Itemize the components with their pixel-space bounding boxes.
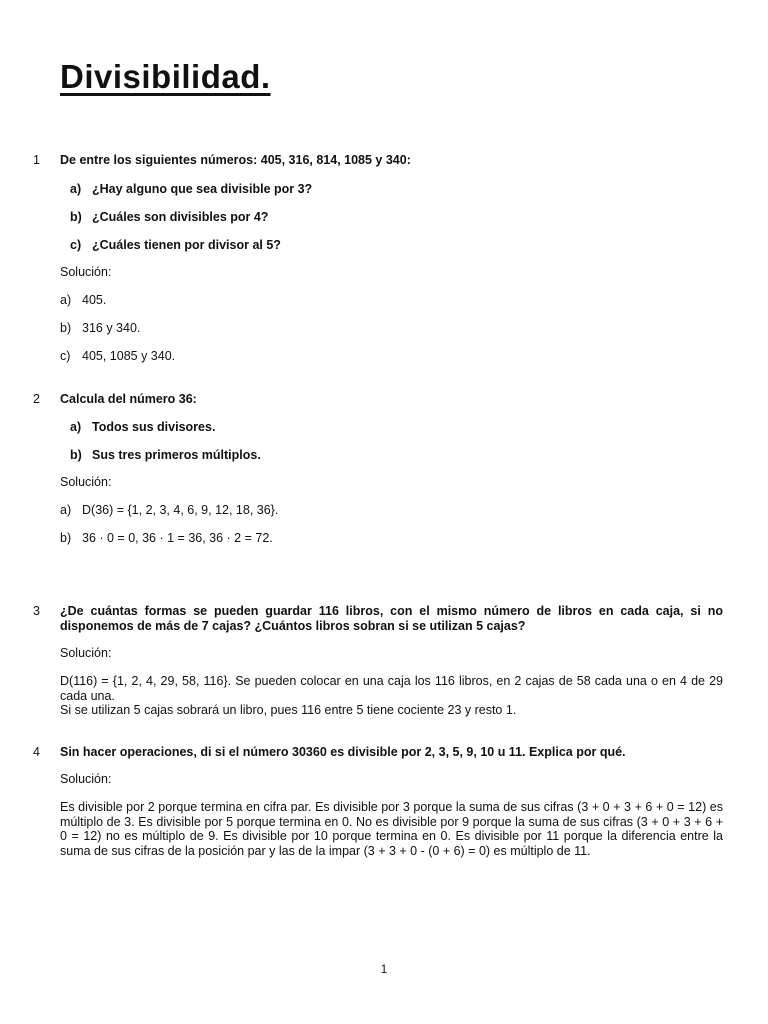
page-number: 1 xyxy=(380,962,388,976)
answer-text: D(116) = {1, 2, 4, 29, 58, 116}. Se pueden colocar en una caja los 116 libros, en 2 cajas de 58 cada una o en 4 de 29 cada una. xyxy=(60,674,723,703)
part-text: Sus tres primeros múltiplos. xyxy=(92,448,261,462)
solution-label: Solución: xyxy=(60,772,112,786)
exercise-part xyxy=(70,182,723,197)
part-label: c) xyxy=(70,238,82,252)
part-label: b) xyxy=(70,210,82,224)
answer-label: b) xyxy=(60,531,72,545)
part-text: Todos sus divisores. xyxy=(92,420,216,434)
exercise-number: 4 xyxy=(33,745,40,759)
exercise-part xyxy=(70,420,723,435)
part-label: b) xyxy=(70,448,82,462)
part-text: ¿Cuáles son divisibles por 4? xyxy=(92,210,269,224)
answer-item xyxy=(60,349,723,364)
answer-item xyxy=(60,321,723,336)
answer-item xyxy=(60,503,723,518)
answer-text: Si se utilizan 5 cajas sobrará un libro, pues 116 entre 5 tiene cociente 23 y resto 1. xyxy=(60,703,517,717)
answer-text: 405. xyxy=(82,293,107,307)
exercise-statement: De entre los siguientes números: 405, 316, 814, 1085 y 340: xyxy=(60,153,411,167)
exercise-part xyxy=(70,210,723,225)
exercise-part xyxy=(70,238,723,253)
exercise-number: 3 xyxy=(33,604,40,618)
part-label: a) xyxy=(70,420,82,434)
page-title: Divisibilidad. xyxy=(60,58,271,95)
answer-text: 405, 1085 y 340. xyxy=(82,349,176,363)
exercise-statement: Sin hacer operaciones, di si el número 30360 es divisible por 2, 3, 5, 9, 10 u 11. Explica por qué. xyxy=(60,745,626,759)
exercise-part xyxy=(70,448,723,463)
exercise-number: 1 xyxy=(33,153,40,167)
answer-text: 36 · 0 = 0, 36 · 1 = 36, 36 · 2 = 72. xyxy=(82,531,273,545)
solution-label: Solución: xyxy=(60,475,112,489)
part-text: ¿Hay alguno que sea divisible por 3? xyxy=(92,182,313,196)
answer-label: b) xyxy=(60,321,72,335)
part-label: a) xyxy=(70,182,82,196)
answer-label: a) xyxy=(60,503,72,517)
exercise-statement: ¿De cuántas formas se pueden guardar 116 libros, con el mismo número de libros en cada caja, si no disponemos de más de 7 cajas? ¿Cuántos libros sobran si se utilizan 5 cajas? xyxy=(60,604,723,633)
answer-label: a) xyxy=(60,293,72,307)
exercise-statement: Calcula del número 36: xyxy=(60,392,197,406)
answer-text: D(36) = {1, 2, 3, 4, 6, 9, 12, 18, 36}. xyxy=(82,503,279,517)
answer-text: 316 y 340. xyxy=(82,321,141,335)
exercise-number: 2 xyxy=(33,392,40,406)
answer-item xyxy=(60,531,723,546)
solution-label: Solución: xyxy=(60,265,112,279)
answer-text: Es divisible por 2 porque termina en cifra par. Es divisible por 3 porque la suma de sus cifras (3 + 0 + 3 + 6 + 0 = 12) es múltiplo de 3. Es divisible por 5 porque termina en 0. No es divisible por 9 porque la suma de sus cifras (3 + 0 + 3 + 6 + 0 = 12) no es múltiplo de 9. Es divisible por 10 porque termina en 0. Es divisible por 11 porque la diferencia entre la suma de sus cifras de la posición par y las de la impar (3 + 3 + 0 - (0 + 6) = 0) es múltiplo de 11. xyxy=(60,800,723,858)
answer-label: c) xyxy=(60,349,71,363)
part-text: ¿Cuáles tienen por divisor al 5? xyxy=(92,238,281,252)
answer-item xyxy=(60,293,723,308)
solution-label: Solución: xyxy=(60,646,112,660)
